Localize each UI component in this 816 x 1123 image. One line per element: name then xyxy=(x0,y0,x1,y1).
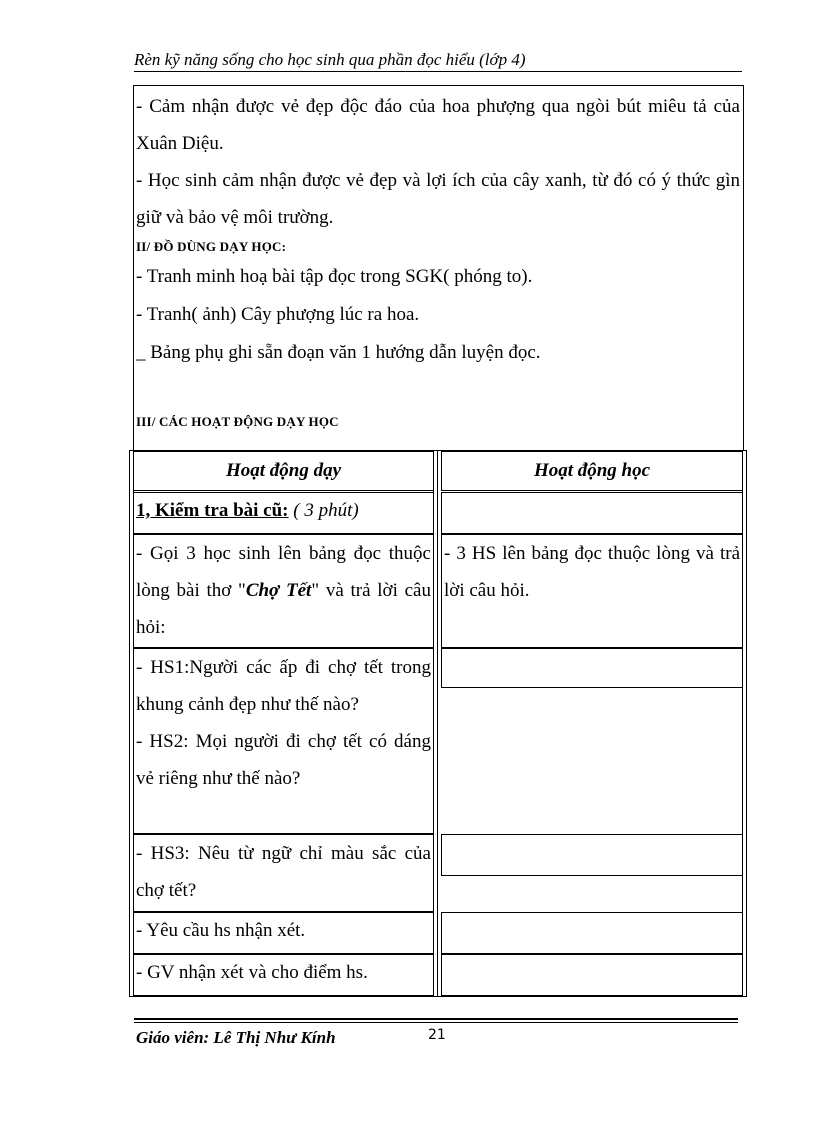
row2-teacher-cell xyxy=(133,648,434,834)
row5-teacher-cell xyxy=(133,954,434,996)
row1-poem-title: Chợ Tết xyxy=(245,580,312,601)
row2-teacher-text-b: - HS2: Mọi người đi chợ tết có dáng vẻ riêng như thế nào? xyxy=(136,731,431,789)
header-cell-teacher xyxy=(133,451,434,491)
table-divider-right xyxy=(437,450,438,997)
objective-paragraph-1: - Cảm nhận được vẻ đẹp độc đáo của hoa phượng qua ngòi bút miêu tả của Xuân Diệu. xyxy=(136,96,740,154)
footer-teacher-name: Giáo viên: Lê Thị Như Kính xyxy=(136,1028,336,1047)
row1-teacher-text-a: - Gọi 3 học sinh lên bảng đọc thuộc lòng bài thơ " xyxy=(136,543,431,601)
footer-rule-thick xyxy=(134,1018,738,1020)
header-rule xyxy=(134,71,742,72)
row1-student-text: - 3 HS lên bảng đọc thuộc lòng và trả lời câu hỏi. xyxy=(444,543,740,601)
row4-teacher-cell xyxy=(133,912,434,954)
lesson-objectives-box xyxy=(133,85,744,451)
objective-paragraph-2: - Học sinh cảm nhận được vẻ đẹp và lợi ích của cây xanh, từ đó có ý thức gìn giữ và bảo vệ môi trường. xyxy=(136,170,740,228)
section-heading-materials: II/ ĐỒ DÙNG DẠY HỌC: xyxy=(136,239,287,254)
table-border-left-outer xyxy=(129,450,130,997)
materials-item-2: - Tranh( ảnh) Cây phượng lúc ra hoa. xyxy=(136,304,420,325)
row4-teacher-text: - Yêu cầu hs nhận xét. xyxy=(136,920,306,941)
section1-cell xyxy=(133,492,434,534)
header-student-label: Hoạt động học xyxy=(533,460,651,481)
section1-cell-empty xyxy=(441,492,743,534)
section1-title: 1, Kiểm tra bài cũ: xyxy=(136,500,289,521)
page-header: Rèn kỹ năng sống cho học sinh qua phần đọc hiểu (lớp 4) xyxy=(134,50,526,69)
table-border-right-outer xyxy=(746,450,747,997)
footer-rule-thin xyxy=(134,1022,738,1023)
row1-student-cell xyxy=(441,534,743,648)
row5-student-cell xyxy=(441,954,743,996)
header-cell-student xyxy=(441,451,743,491)
section1-time: ( 3 phút) xyxy=(293,500,359,521)
row3-teacher-text: - HS3: Nêu từ ngữ chỉ màu sắc của chợ tết? xyxy=(136,843,431,901)
materials-item-3: _ Bảng phụ ghi sẵn đoạn văn 1 hướng dẫn luyện đọc. xyxy=(136,342,541,363)
row1-teacher-cell xyxy=(133,534,434,648)
section-heading-activities: III/ CÁC HOẠT ĐỘNG DẠY HỌC xyxy=(136,414,339,429)
row2-teacher-text-a: - HS1:Người các ấp đi chợ tết trong khung cảnh đẹp như thế nào? xyxy=(136,657,431,715)
materials-item-1: - Tranh minh hoạ bài tập đọc trong SGK( phóng to). xyxy=(136,266,533,287)
table-border-bottom xyxy=(129,996,747,997)
page-number: 21 xyxy=(428,1027,446,1043)
row3-student-cell xyxy=(441,834,743,876)
row1-teacher-text-c: " và trả lời câu hỏi: xyxy=(136,580,431,638)
row3-teacher-cell xyxy=(133,834,434,912)
row2-student-cell xyxy=(441,648,743,688)
row4-student-cell xyxy=(441,912,743,954)
header-teacher-label: Hoạt động dạy xyxy=(225,460,342,481)
row5-teacher-text: - GV nhận xét và cho điểm hs. xyxy=(136,962,368,983)
